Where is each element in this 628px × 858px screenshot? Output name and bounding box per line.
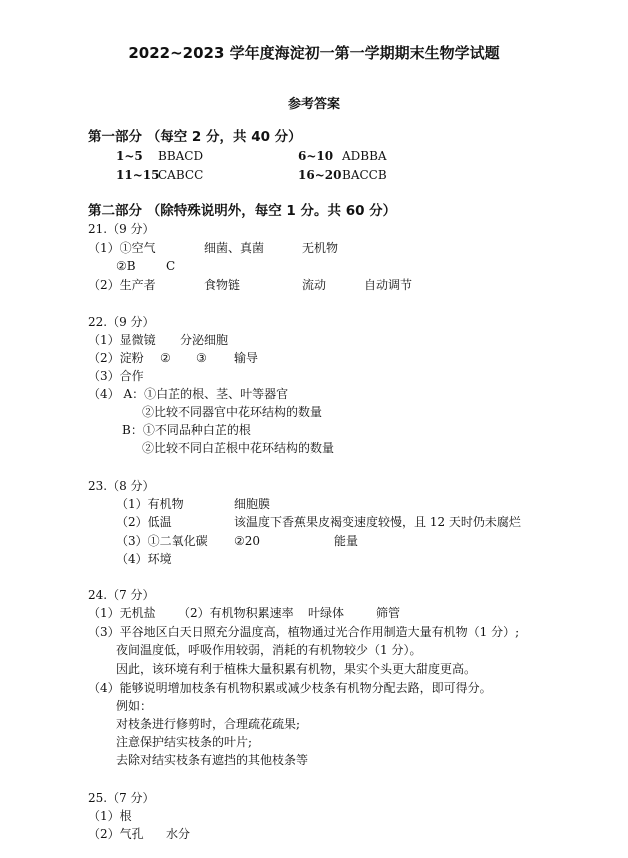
answer-text: 输导	[234, 351, 259, 365]
answer-text: （4）能够说明增加枝条有机物积累或减少枝条有机物分配去路，即可得分。	[88, 681, 492, 695]
document-subtitle: 参考答案	[287, 97, 340, 112]
answer-text: 自动调节	[364, 278, 413, 292]
answer-text: （1）无机盐	[88, 606, 156, 620]
answer-text: ②比较不同器官中花环结构的数量	[142, 405, 323, 419]
answer-text: 夜间温度低，呼吸作用较弱，消耗的有机物较少（1 分）。	[116, 643, 422, 657]
answer-text: ②	[160, 351, 171, 365]
answer-text: 能量	[334, 534, 359, 548]
answer-text: ②B	[116, 259, 136, 273]
mc-row	[116, 167, 159, 183]
answer-text: 细胞膜	[234, 497, 271, 511]
answer-text: 分泌细胞	[180, 333, 229, 347]
answer-text: （2）低温	[116, 515, 172, 529]
answer-text: （1）根	[88, 809, 132, 823]
answer-text: 水分	[166, 827, 191, 841]
q24-header: 24.（7 分）	[88, 588, 155, 602]
answer-text: ②20	[234, 534, 261, 548]
answer-text: C	[166, 259, 176, 273]
mc-row	[298, 167, 341, 183]
answer-text: 无机物	[302, 241, 339, 255]
answer-text: 流动	[302, 278, 327, 292]
mc-range: 1~5	[116, 149, 143, 163]
mc-row	[116, 148, 143, 164]
answer-text: ②比较不同白芷根中花环结构的数量	[142, 441, 335, 455]
answer-text: 因此，该环境有利于植株大量积累有机物，果实个头更大甜度更高。	[116, 662, 477, 676]
answer-text: （4）环境	[116, 552, 172, 566]
mc-answer: BBACD	[158, 149, 204, 163]
mc-range: 6~10	[298, 149, 334, 163]
mc-answer: CABCC	[158, 168, 204, 182]
mc-range: 16~20	[298, 168, 342, 182]
answer-text: 例如：	[116, 699, 153, 713]
mc-row	[298, 148, 333, 164]
answer-text: （3）①二氧化碳	[116, 534, 208, 548]
answer-text: 细菌、真菌	[204, 241, 265, 255]
answer-text: （2）淀粉	[88, 351, 144, 365]
answer-text: B：①不同品种白芷的根	[122, 423, 251, 437]
answer-text: 去除对结实枝条有遮挡的其他枝条等	[116, 753, 309, 767]
answer-text: （2）气孔	[88, 827, 144, 841]
answer-text: （3）合作	[88, 369, 144, 383]
answer-text: （2）生产者	[88, 278, 156, 292]
part1-header: 第一部分 （每空 2 分，共 40 分）	[88, 129, 302, 145]
part2-header: 第二部分 （除特殊说明外，每空 1 分。共 60 分）	[88, 203, 397, 219]
answer-text: 筛管	[376, 606, 401, 620]
answer-text: （3）平谷地区白天日照充分温度高，植物通过光合作用制造大量有机物（1 分）;	[88, 625, 520, 639]
answer-text: 叶绿体	[308, 606, 345, 620]
q22-header: 22.（9 分）	[88, 315, 155, 329]
answer-text: 该温度下香蕉果皮褐变速度较慢，且 12 天时仍未腐烂	[234, 515, 521, 529]
mc-answer: ADBBA	[342, 149, 387, 163]
answer-text: （4） A：①白芷的根、茎、叶等器官	[88, 387, 289, 401]
answer-text: ③	[196, 351, 207, 365]
answer-text: （1）显微镜	[88, 333, 156, 347]
q23-header: 23.（8 分）	[88, 479, 155, 493]
answer-text: 食物链	[204, 278, 241, 292]
q21-header: 21.（9 分）	[88, 222, 155, 236]
answer-text: 对枝条进行修剪时，合理疏花疏果;	[116, 717, 301, 731]
document-title: 2022~2023 学年度海淀初一第一学期期末生物学试题	[128, 44, 500, 62]
mc-range: 11~15	[116, 168, 160, 182]
answer-text: （2）有机物积累速率	[178, 606, 294, 620]
q25-header: 25.（7 分）	[88, 791, 155, 805]
mc-answer: BACCB	[342, 168, 387, 182]
answer-text: （1）①空气	[88, 241, 156, 255]
answer-text: （1）有机物	[116, 497, 184, 511]
answer-text: 注意保护结实枝条的叶片;	[116, 735, 253, 749]
